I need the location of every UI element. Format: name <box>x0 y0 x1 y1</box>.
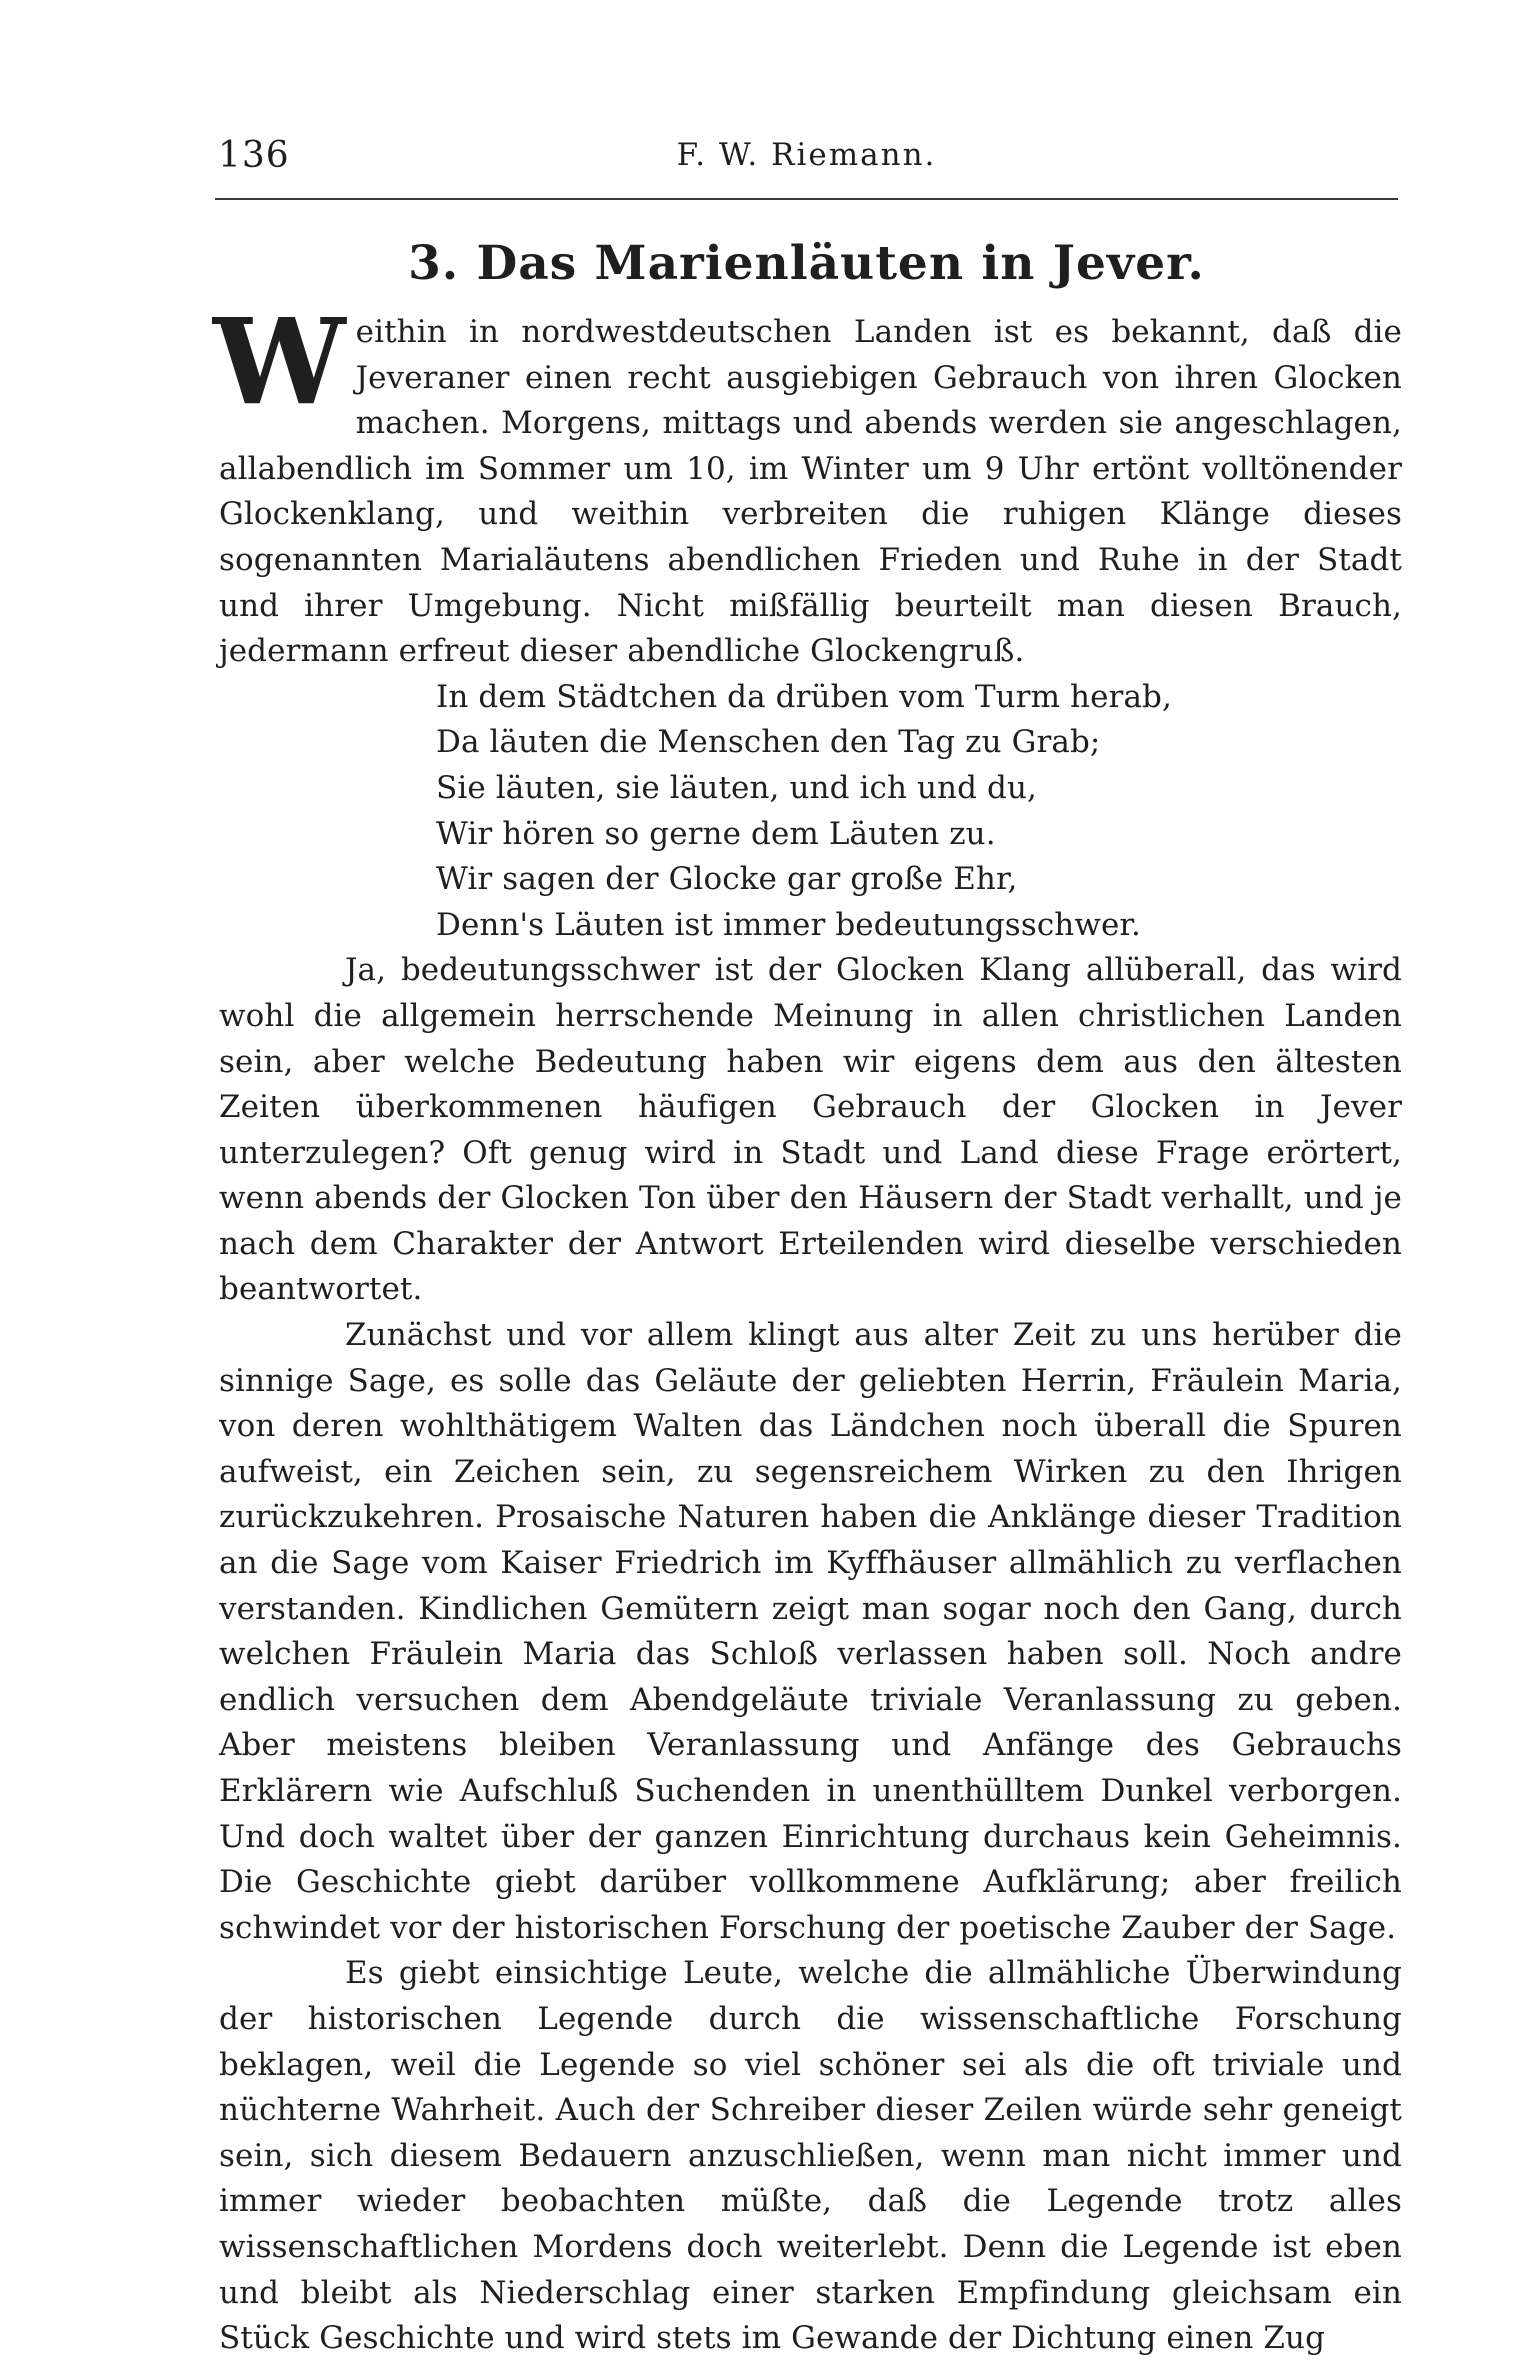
verse-line: Denn's Läuten ist immer bedeutungsschwer. <box>436 906 1141 943</box>
verse-line: Sie läuten, sie läuten, und ich und du, <box>436 769 1037 806</box>
paragraph-1 <box>213 292 1402 675</box>
verse-line: Wir sagen der Glocke gar große Ehr, <box>436 861 1018 898</box>
paragraph-1-text: eithin in nordwestdeutschen Landen ist es bekannt, daß die Jeveraner einen recht ausgiebigen Gebrauch von ihren Glocken machen. Morgens, mittags und abends werden sie angeschlagen, allabendlich im Sommer um 10, im Winter um 9 Uhr ertönt volltönender Glockenklang, und weithin verbreiten die ruhigen Klänge dieses sogenannten Marialäutens abendlichen Frieden und Ruhe in der Stadt und ihrer Umgebung. Nicht mißfällig beurteilt man diesen Brauch, jedermann erfreut dieser abendliche Glockengruß. <box>219 314 1402 670</box>
verse-block <box>219 675 1402 949</box>
page-header <box>215 135 1398 200</box>
drop-cap: W <box>213 292 346 431</box>
page-number: 136 <box>218 135 290 176</box>
body-text <box>213 292 1402 2362</box>
verse-line: Da läuten die Menschen den Tag zu Grab; <box>436 724 1101 761</box>
paragraph-4: Es giebt einsichtige Leute, welche die allmähliche Überwindung der historischen Legende durch die wissenschaftliche Forschung beklagen, weil die Legende so viel schöner sei als die oft triviale und nüchterne Wahrheit. Auch der Schreiber dieser Zeilen würde sehr geneigt sein, sich diesem Bedauern anzuschließen, wenn man nicht immer und immer wieder beobachten müßte, daß die Legende trotz alles wissenschaftlichen Mordens doch weiterlebt. Denn die Legende ist eben und bleibt als Niederschlag einer starken Empfindung gleichsam ein Stück Geschichte und wird stets im Gewande der Dichtung einen Zug <box>219 1955 1402 2357</box>
verse-line: In dem Städtchen da drüben vom Turm herab, <box>436 678 1172 715</box>
chapter-title: 3. Das Marienläuten in Jever. <box>408 236 1205 291</box>
paragraph-2: Ja, bedeutungsschwer ist der Glocken Klang allüberall, das wird wohl die allgemein herrschende Meinung in allen christlichen Landen sein, aber welche Bedeutung haben wir eigens dem aus den ältesten Zeiten überkommenen häufigen Gebrauch der Glocken in Jever unterzulegen? Oft genug wird in Stadt und Land diese Frage erörtert, wenn abends der Glocken Ton über den Häusern der Stadt verhallt, und je nach dem Charakter der Antwort Erteilenden wird dieselbe verschieden beantwortet. <box>219 952 1402 1308</box>
verse-line: Wir hören so gerne dem Läuten zu. <box>436 815 996 852</box>
paragraph-3: Zunächst und vor allem klingt aus alter Zeit zu uns herüber die sinnige Sage, es solle das Geläute der geliebten Herrin, Fräulein Maria, von deren wohlthätigem Walten das Ländchen noch überall die Spuren aufweist, ein Zeichen sein, zu segensreichem Wirken zu den Ihrigen zurückzukehren. Prosaische Naturen haben die Anklänge dieser Tradition an die Sage vom Kaiser Friedrich im Kyffhäuser allmählich zu verflachen verstanden. Kindlichen Gemütern zeigt man sogar noch den Gang, durch welchen Fräulein Maria das Schloß verlassen haben soll. Noch andre endlich versuchen dem Abendgeläute triviale Veranlassung zu geben. Aber meistens bleiben Veranlassung und Anfänge des Gebrauchs Erklärern wie Aufschluß Suchenden in unenthülltem Dunkel verborgen. Und doch waltet über der ganzen Einrichtung durchaus kein Geheimnis. Die Geschichte giebt darüber vollkommene Aufklärung; aber freilich schwindet vor der historischen Forschung der poetische Zauber der Sage. <box>219 1317 1402 1946</box>
running-head: F. W. Riemann. <box>676 137 937 173</box>
